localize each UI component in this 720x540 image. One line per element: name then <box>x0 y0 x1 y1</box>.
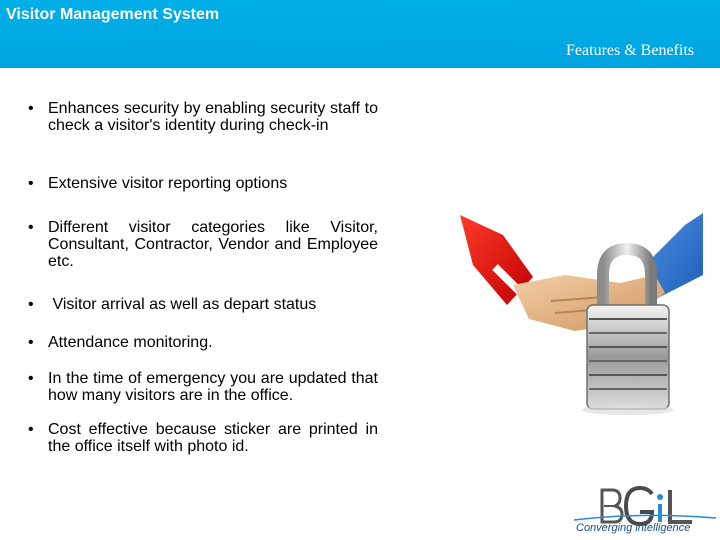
header-bar <box>0 0 720 68</box>
list-item-text: Enhances security by enabling security staff to check a visitor's identity during check-in <box>48 100 378 134</box>
list-item <box>28 334 378 351</box>
bullet-dot: • <box>28 334 34 351</box>
list-item <box>28 421 378 455</box>
list-item-text: Different visitor categories like Visitor, Consultant, Contractor, Vendor and Employee etc. <box>48 219 378 270</box>
svg-text:Converging intelligence: Converging intelligence <box>576 522 691 534</box>
list-item-text: Cost effective because sticker are printed in the office itself with photo id. <box>48 421 378 455</box>
handshake-padlock-icon <box>455 205 705 445</box>
list-item-text: Attendance monitoring. <box>48 334 213 351</box>
bullet-dot: • <box>28 100 34 117</box>
page-title: Visitor Management System <box>6 6 220 23</box>
list-item-text: In the time of emergency you are updated that how many visitors are in the office. <box>48 370 378 404</box>
list-item <box>28 370 378 404</box>
page-subtitle: Features & Benefits <box>566 42 694 59</box>
bullet-dot: • <box>28 219 34 236</box>
bullet-dot: • <box>28 175 34 192</box>
list-item <box>28 296 378 313</box>
company-logo <box>568 482 720 539</box>
bullet-dot: • <box>28 421 34 438</box>
list-item <box>28 175 378 192</box>
bullet-dot: • <box>28 370 34 387</box>
list-item <box>28 100 378 134</box>
list-item-text: Visitor arrival as well as depart status <box>48 296 317 313</box>
list-item-text: Extensive visitor reporting options <box>48 175 288 192</box>
bullet-dot: • <box>28 296 34 313</box>
list-item <box>28 219 378 270</box>
